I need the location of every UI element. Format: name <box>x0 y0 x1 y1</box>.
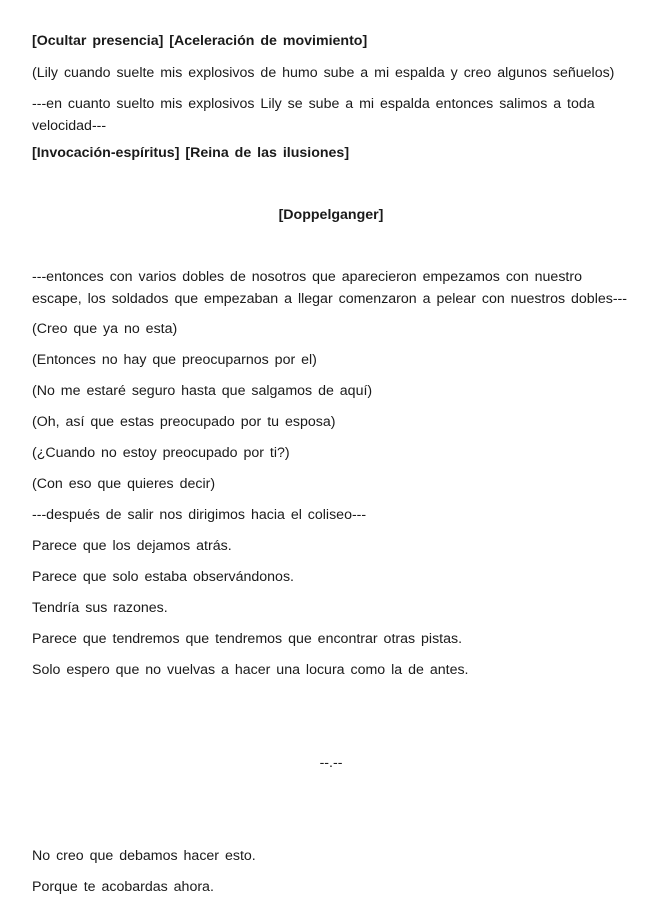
dialogue-line: (¿Cuando no estoy preocupado por ti?) <box>32 445 290 461</box>
section-heading: [Invocación-espíritus] [Reina de las ilusiones] <box>32 145 350 161</box>
dialogue-line: Solo espero que no vuelvas a hacer una locura como la de antes. <box>32 662 469 678</box>
dialogue-line: Porque te acobardas ahora. <box>32 879 214 895</box>
scene-separator: --.-- <box>319 755 343 771</box>
dialogue-line: Parece que tendremos que tendremos que encontrar otras pistas. <box>32 631 463 647</box>
section-heading: [Ocultar presencia] [Aceleración de movimiento] <box>32 33 368 49</box>
dialogue-line: (No me estaré seguro hasta que salgamos de aquí) <box>32 383 373 399</box>
dialogue-line: (Entonces no hay que preocuparnos por el) <box>32 352 317 368</box>
dialogue-line: Parece que solo estaba observándonos. <box>32 569 294 585</box>
dialogue-line: (Creo que ya no esta) <box>32 321 178 337</box>
paragraph: ---en cuanto suelto mis explosivos Lily se sube a mi espalda entonces salimos a toda velocidad--- <box>32 96 595 134</box>
dialogue-line: Parece que los dejamos atrás. <box>32 538 232 554</box>
dialogue-line: Tendría sus razones. <box>32 600 168 616</box>
paragraph: ---entonces con varios dobles de nosotros que aparecieron empezamos con nuestro escape, los soldados que empezaban a llegar comenzaron a pelear con nuestros dobles--- <box>32 269 627 307</box>
dialogue-line: (Oh, así que estas preocupado por tu esposa) <box>32 414 336 430</box>
paragraph: (Lily cuando suelte mis explosivos de humo sube a mi espalda y creo algunos señuelos) <box>32 65 615 81</box>
dialogue-line: (Con eso que quieres decir) <box>32 476 216 492</box>
narration-line: ---después de salir nos dirigimos hacia el coliseo--- <box>32 507 367 523</box>
dialogue-line: No creo que debamos hacer esto. <box>32 848 256 864</box>
centered-heading: [Doppelganger] <box>278 207 384 223</box>
